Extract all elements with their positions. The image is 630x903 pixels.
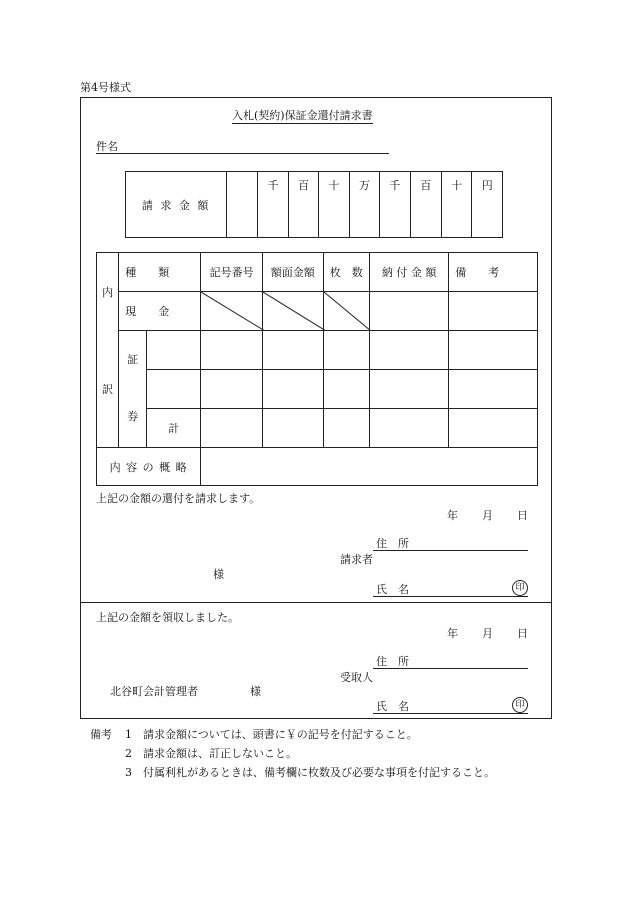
securities-label-ken: 券 <box>127 410 139 424</box>
subtotal-face-cell[interactable] <box>262 409 323 448</box>
securities-serial-cell[interactable] <box>201 331 263 370</box>
note-text: 付属利札があるときは、備考欄に枚数及び必要な事項を付記すること。 <box>143 766 495 779</box>
note-number: 2 <box>125 747 132 760</box>
header-paid-amount: 納 付 金 額 <box>369 253 448 292</box>
securities-face-cell[interactable] <box>262 370 323 409</box>
securities-count-cell[interactable] <box>323 370 369 409</box>
requester-label: 請求者 <box>340 553 373 566</box>
receipt-address-label: 住 所 <box>376 655 409 668</box>
securities-amount-cell[interactable] <box>369 370 448 409</box>
receipt-date-month: 月 <box>482 627 493 640</box>
note-text: 請求金額については、頭書に￥の記号を付記すること。 <box>143 728 418 741</box>
summary-cell[interactable] <box>201 448 538 486</box>
side-label-wake: 訳 <box>97 331 119 448</box>
header-serial: 記号番号 <box>201 253 263 292</box>
summary-label: 内 容 の 概 略 <box>97 448 201 486</box>
request-name-label: 氏 名 <box>376 583 409 596</box>
form-title: 入札(契約)保証金還付請求書 <box>232 109 373 122</box>
receipt-honorific: 様 <box>250 685 261 698</box>
side-label-uchi: 内 <box>97 253 119 331</box>
subtotal-amount-cell[interactable] <box>369 409 448 448</box>
securities-count-cell[interactable] <box>323 331 369 370</box>
securities-type-cell[interactable] <box>147 331 201 370</box>
request-name-line[interactable] <box>373 596 528 597</box>
subject-label: 件名 <box>96 140 118 153</box>
securities-remarks-cell[interactable] <box>449 331 538 370</box>
request-address-label: 住 所 <box>376 537 409 550</box>
cash-serial-cell <box>201 292 263 331</box>
securities-amount-cell[interactable] <box>369 331 448 370</box>
seal-icon: 印 <box>512 697 528 713</box>
subtotal-serial-cell[interactable] <box>201 409 263 448</box>
digit-cell[interactable]: 百 <box>410 172 441 238</box>
subtotal-count-cell[interactable] <box>323 409 369 448</box>
payer-label: 北谷町会計管理者 <box>110 685 198 698</box>
digit-cell[interactable]: 万 <box>349 172 379 238</box>
receipt-address-line[interactable] <box>373 668 528 669</box>
cash-count-cell <box>323 292 369 331</box>
detail-table <box>96 252 538 486</box>
receipt-date-year: 年 <box>447 627 458 640</box>
cash-remarks-cell[interactable] <box>449 292 538 331</box>
seal-icon: 印 <box>512 580 528 596</box>
receipt-name-line[interactable] <box>373 713 528 714</box>
subject-line[interactable] <box>96 153 389 154</box>
amount-prefix-cell[interactable] <box>227 172 258 238</box>
request-date-day: 日 <box>517 509 528 522</box>
digit-cell[interactable]: 千 <box>258 172 288 238</box>
digit-cell[interactable]: 十 <box>442 172 472 238</box>
securities-face-cell[interactable] <box>262 331 323 370</box>
header-type: 種 類 <box>119 253 201 292</box>
securities-remarks-cell[interactable] <box>449 370 538 409</box>
digit-cell[interactable]: 千 <box>380 172 410 238</box>
request-date-year: 年 <box>447 509 458 522</box>
notes-label: 備考 <box>90 728 112 741</box>
subtotal-label: 計 <box>147 409 201 448</box>
header-face-value: 額面金額 <box>262 253 323 292</box>
note-text: 請求金額は、訂正しないこと。 <box>143 747 297 760</box>
receiver-label: 受取人 <box>340 671 373 684</box>
diagonal-slash <box>263 292 326 331</box>
amount-label: 請 求 金 額 <box>126 172 227 238</box>
header-remarks: 備 考 <box>449 253 538 292</box>
form-number: 第4号様式 <box>80 81 131 94</box>
receipt-statement: 上記の金額を領収しました。 <box>96 611 239 624</box>
amount-table <box>125 171 503 238</box>
request-address-line[interactable] <box>373 550 528 551</box>
section-divider <box>80 602 552 603</box>
diagonal-slash <box>201 292 265 331</box>
securities-label-sho: 証 <box>127 353 139 367</box>
request-statement: 上記の金額の還付を請求します。 <box>96 492 261 505</box>
note-number: 1 <box>125 728 132 741</box>
subtotal-remarks-cell[interactable] <box>449 409 538 448</box>
receipt-name-label: 氏 名 <box>376 700 409 713</box>
digit-cell[interactable]: 円 <box>472 172 503 238</box>
securities-type-cell[interactable] <box>147 370 201 409</box>
request-honorific: 様 <box>213 568 224 581</box>
digit-cell[interactable]: 百 <box>288 172 318 238</box>
request-date-month: 月 <box>482 509 493 522</box>
row-cash-label: 現 金 <box>119 292 201 331</box>
securities-label <box>119 331 147 448</box>
digit-cell[interactable]: 十 <box>319 172 349 238</box>
receipt-date-day: 日 <box>517 627 528 640</box>
header-count: 枚 数 <box>323 253 369 292</box>
cash-face-cell <box>262 292 323 331</box>
cash-amount-cell[interactable] <box>369 292 448 331</box>
note-number: 3 <box>125 766 132 779</box>
securities-serial-cell[interactable] <box>201 370 263 409</box>
diagonal-slash <box>324 292 371 331</box>
